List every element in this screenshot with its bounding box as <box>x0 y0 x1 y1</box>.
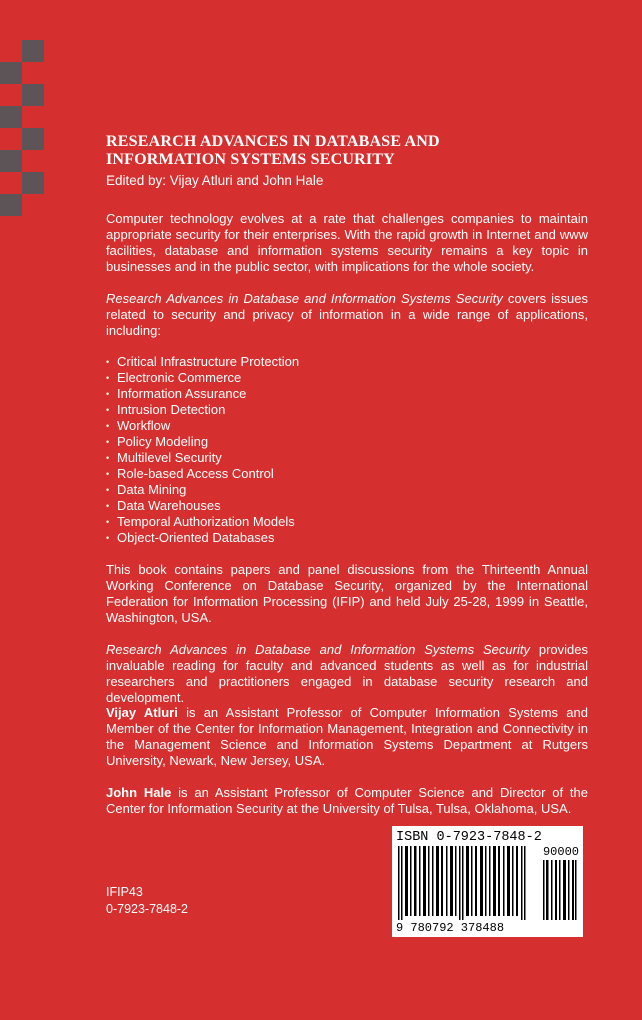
hale-bio-text: is an Assistant Professor of Computer Science and Director of the Center for Information Security at the University of Tulsa, Tulsa, Oklahoma, USA. <box>106 785 589 816</box>
hale-name: John Hale <box>106 785 172 800</box>
list-item: • Role-based Access Control <box>106 466 299 482</box>
editors: Edited by: Vijay Atluri and John Hale <box>106 173 324 188</box>
title-line-1: RESEARCH ADVANCES IN DATABASE AND <box>106 133 440 150</box>
list-item: • Critical Infrastructure Protection <box>106 354 299 370</box>
list-item: • Policy Modeling <box>106 434 299 450</box>
series-code: IFIP43 <box>106 885 143 899</box>
footer-codes <box>106 884 188 918</box>
list-item: • Intrusion Detection <box>106 402 299 418</box>
atluri-bio-text: is an Assistant Professor of Computer Information Systems and Member of the Center for Information Management, Integration and Connectivity in the Management Science and Information Systems Department at Rutgers University, Newark, New Jersey, USA. <box>106 705 588 768</box>
atluri-bio <box>106 705 588 769</box>
book-title-italic: Research Advances in Database and Information Systems Security <box>106 291 503 306</box>
provides-paragraph <box>106 642 588 706</box>
covers-paragraph <box>106 291 588 339</box>
list-item: • Data Warehouses <box>106 498 299 514</box>
hale-bio <box>106 785 588 817</box>
list-item: • Information Assurance <box>106 386 299 402</box>
book-title <box>106 133 440 169</box>
topic-list <box>106 354 299 546</box>
covers-text: covers issues related to security and privacy of information in a wide range of applications, including: <box>106 291 588 338</box>
barcode-box <box>392 826 583 937</box>
barcode-bars <box>396 846 536 920</box>
conference-paragraph: This book contains papers and panel discussions from the Thirteenth Annual Working Conference on Database Security, organized by the International Federation for Information Processing (IFIP) and held July 25-28, 1999 in Seattle, Washington, USA. <box>106 562 588 625</box>
atluri-name: Vijay Atluri <box>106 705 178 720</box>
ean-number: 9 780792 378488 <box>396 921 505 935</box>
price-code: 90000 <box>542 845 579 859</box>
isbn-label: ISBN 0-7923-7848-2 <box>396 830 542 845</box>
list-item: • Workflow <box>106 418 299 434</box>
price-bars <box>542 860 578 920</box>
book-title-italic: Research Advances in Database and Information Systems Security <box>106 642 530 657</box>
provides-text: provides invaluable reading for faculty and advanced students as well as for industrial researchers and practitioners engaged in database security research and development. <box>106 642 589 705</box>
intro-paragraph: Computer technology evolves at a rate that challenges companies to maintain appropriate security for their enterprises. With the rapid growth in Internet and www facilities, database and information systems security remains a key topic in businesses and in the public sector, with implications for the whole society. <box>106 211 588 274</box>
list-item: • Data Mining <box>106 482 299 498</box>
list-item: • Multilevel Security <box>106 450 299 466</box>
title-line-2: INFORMATION SYSTEMS SECURITY <box>106 151 395 168</box>
footer-isbn: 0-7923-7848-2 <box>106 902 189 916</box>
list-item: • Electronic Commerce <box>106 370 299 386</box>
checker-pattern-decoration <box>0 40 44 220</box>
list-item: • Object-Oriented Databases <box>106 530 299 546</box>
list-item: • Temporal Authorization Models <box>106 514 299 530</box>
